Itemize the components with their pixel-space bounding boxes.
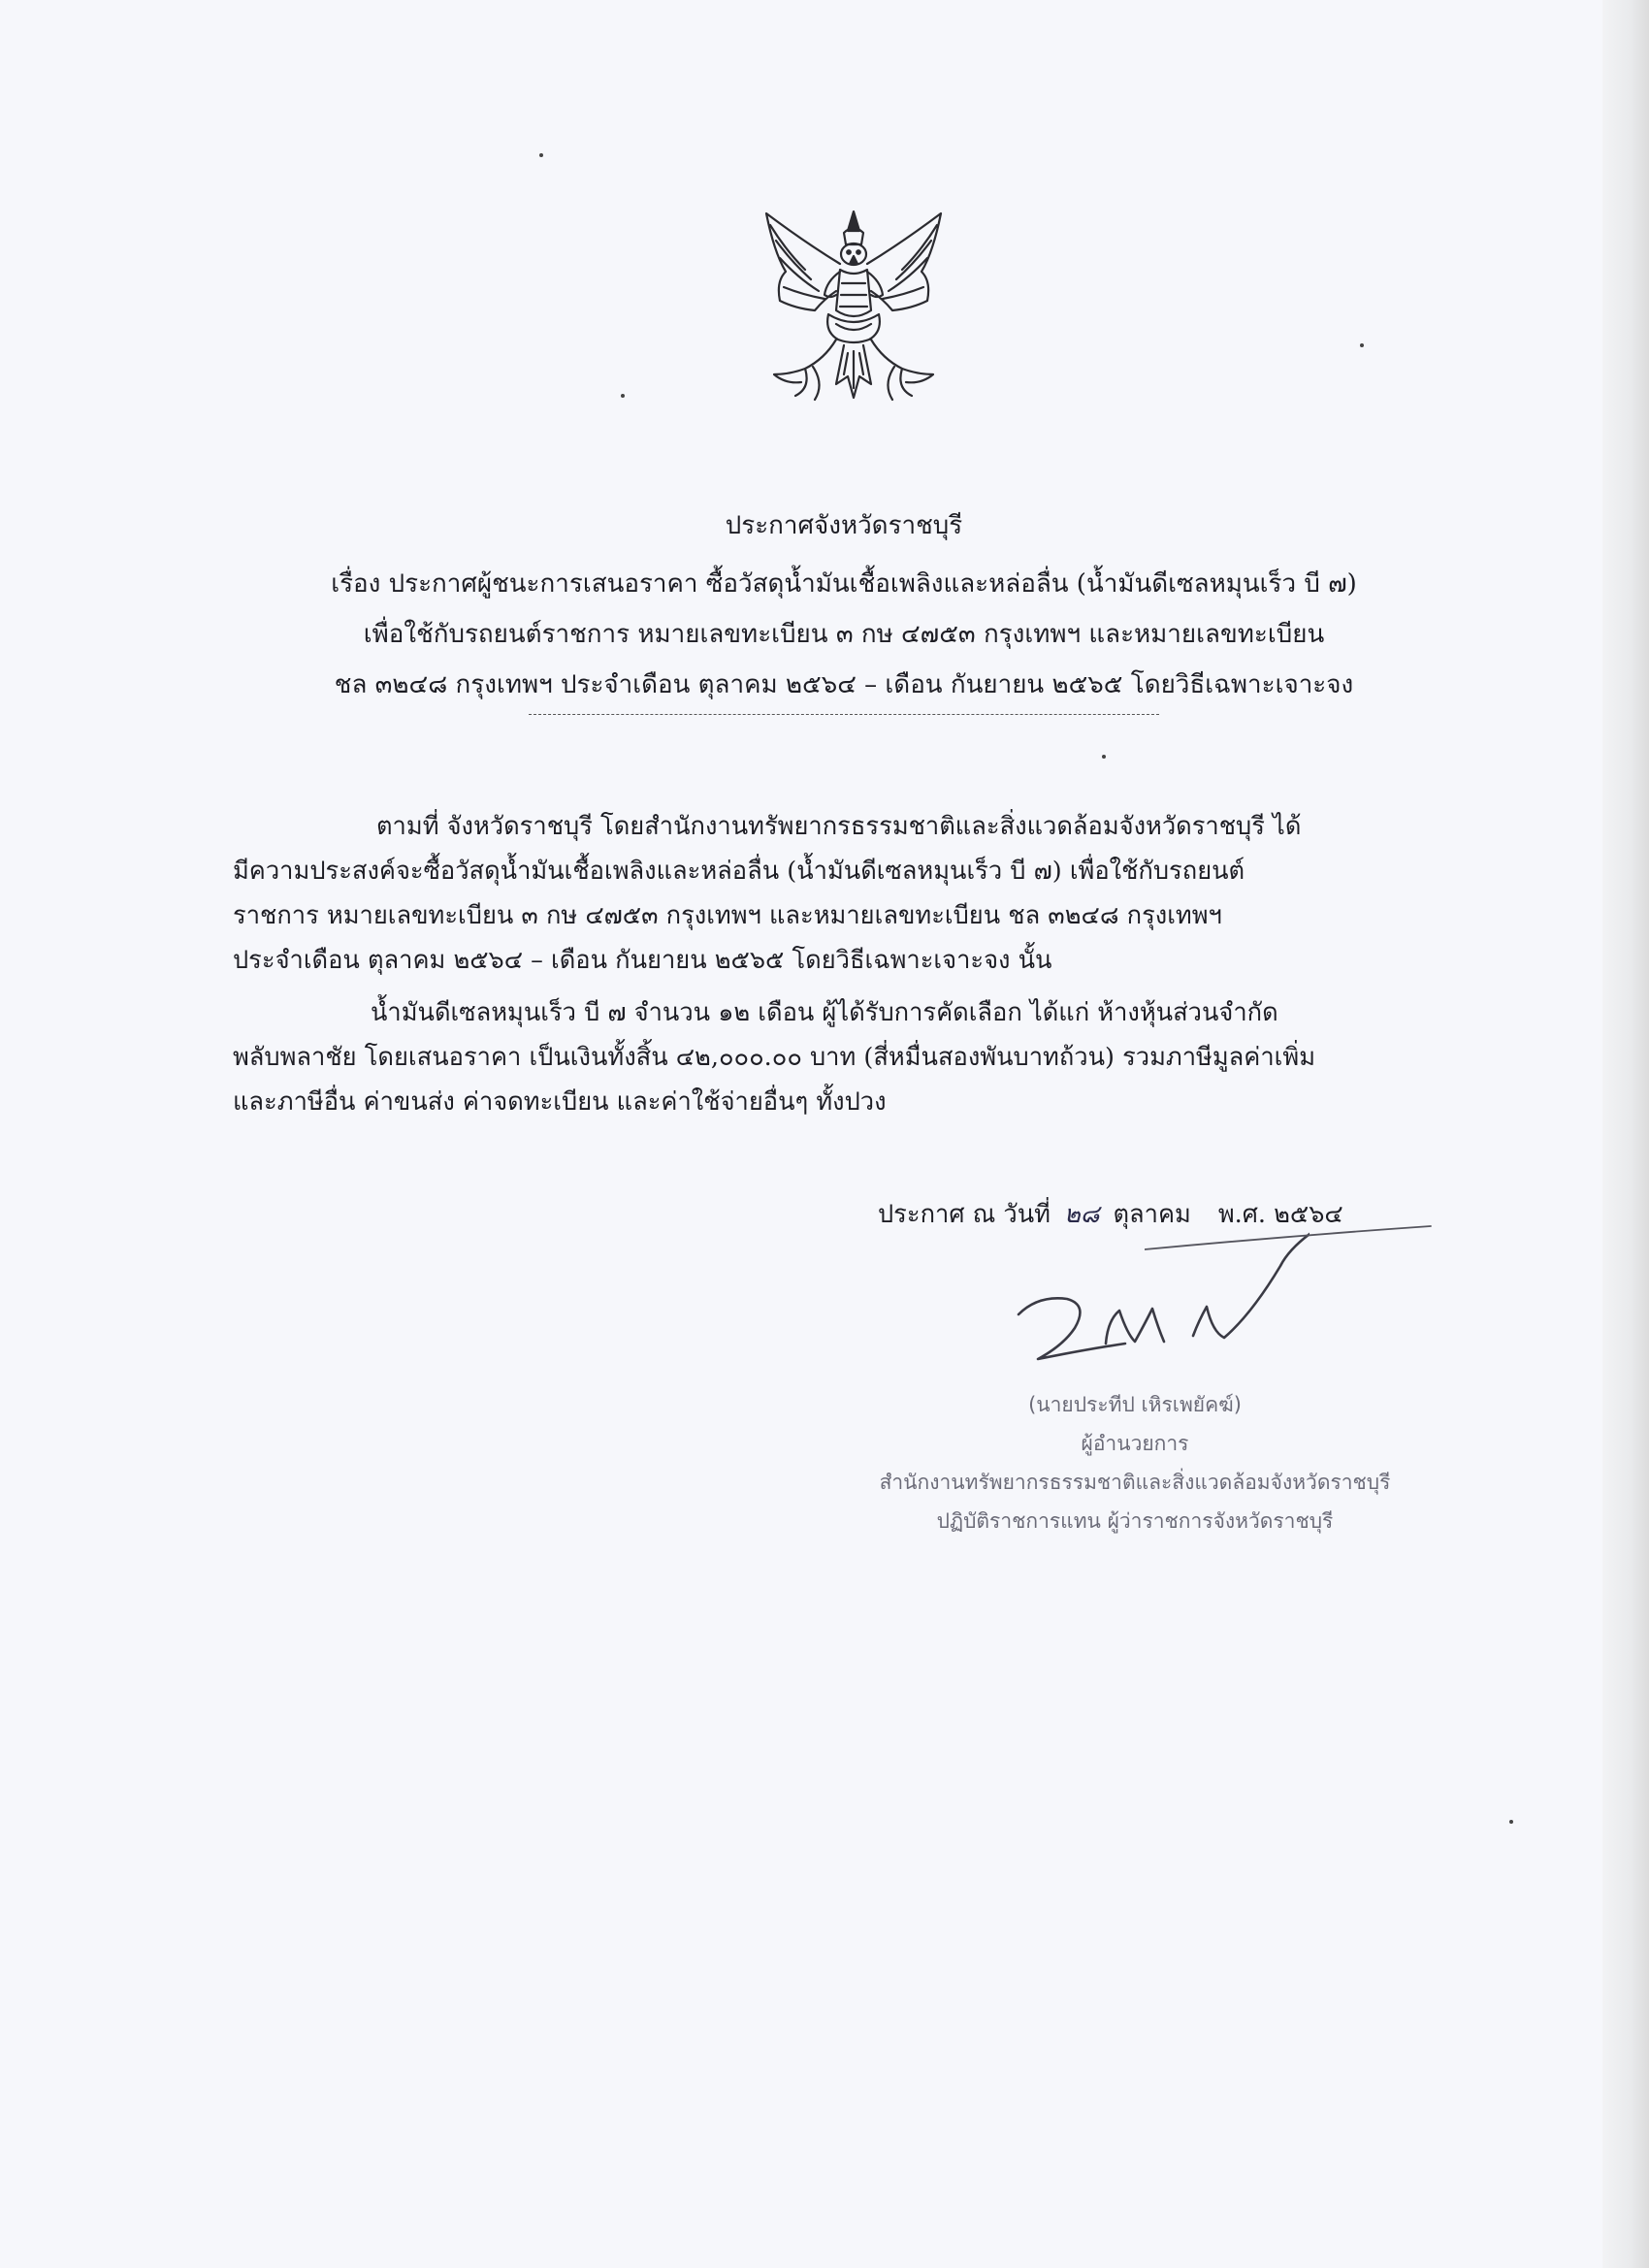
signatory-acting: ปฏิบัติราชการแทน ผู้ว่าราชการจังหวัดราชบุรี <box>936 1509 1334 1533</box>
scan-speck <box>539 153 543 157</box>
date-year: พ.ศ. ๒๕๖๔ <box>1217 1200 1343 1229</box>
garuda-emblem-icon <box>747 194 960 417</box>
handwritten-day: ๒๘ <box>1063 1200 1100 1229</box>
paragraph-2-line-2: พลับพลาชัย โดยเสนอราคา เป็นเงินทั้งสิ้น ๔๒,๐๐๐.๐๐ บาท (สี่หมื่นสองพันบาทถ้วน) รวมภาษีมูลค่าเพิ่ม <box>233 1043 1316 1072</box>
announcement-title: ประกาศจังหวัดราชบุรี <box>725 511 963 540</box>
paragraph-1-line-1: ตามที่ จังหวัดราชบุรี โดยสำนักงานทรัพยากรธรรมชาติและสิ่งแวดล้อมจังหวัดราชบุรี ได้ <box>376 812 1302 841</box>
scan-speck <box>1509 1820 1513 1824</box>
signature-line <box>1145 1224 1436 1253</box>
subject-line-1: เรื่อง ประกาศผู้ชนะการเสนอราคา ซื้อวัสดุน้ำมันเชื้อเพลิงและหล่อลื่น (น้ำมันดีเซลหมุนเร็ว บี ๗) <box>331 569 1357 599</box>
subject-line-3: ชล ๓๒๔๘ กรุงเทพฯ ประจำเดือน ตุลาคม ๒๕๖๔ – เดือน กันยายน ๒๕๖๕ โดยวิธีเฉพาะเจาะจง <box>334 670 1354 699</box>
scan-speck <box>1360 343 1364 347</box>
signatory-block <box>776 1385 1494 1540</box>
divider <box>529 714 1159 715</box>
signatory-name: (นายประทีป เหิรเพยัคฆ์) <box>1028 1393 1242 1416</box>
scan-edge <box>1602 0 1649 2268</box>
signatory-office: สำนักงานทรัพยากรธรรมชาติและสิ่งแวดล้อมจังหวัดราชบุรี <box>879 1471 1391 1494</box>
paragraph-1-line-3: ราชการ หมายเลขทะเบียน ๓ กษ ๔๗๕๓ กรุงเทพฯ และหมายเลขทะเบียน ชล ๓๒๔๘ กรุงเทพฯ <box>233 901 1222 930</box>
scan-speck <box>621 394 625 398</box>
date-month: ตุลาคม <box>1113 1200 1191 1229</box>
signatory-position: ผู้อำนวยการ <box>1081 1432 1189 1455</box>
subject-line-2: เพื่อใช้กับรถยนต์ราชการ หมายเลขทะเบียน ๓ กษ ๔๗๕๓ กรุงเทพฯ และหมายเลขทะเบียน <box>363 620 1325 649</box>
paragraph-1-line-4: ประจำเดือน ตุลาคม ๒๕๖๔ – เดือน กันยายน ๒๕๖๕ โดยวิธีเฉพาะเจาะจง นั้น <box>233 946 1052 975</box>
paragraph-1-line-2: มีความประสงค์จะซื้อวัสดุน้ำมันเชื้อเพลิงและหล่อลื่น (น้ำมันดีเซลหมุนเร็ว บี ๗) เพื่อใช้กับรถยนต์ <box>233 857 1245 886</box>
scan-speck <box>1102 755 1106 759</box>
paragraph-2-line-3: และภาษีอื่น ค่าขนส่ง ค่าจดทะเบียน และค่าใช้จ่ายอื่นๆ ทั้งปวง <box>233 1087 887 1117</box>
date-prefix: ประกาศ ณ วันที่ <box>878 1200 1051 1229</box>
paragraph-2-line-1: น้ำมันดีเซลหมุนเร็ว บี ๗ จำนวน ๑๒ เดือน ผู้ได้รับการคัดเลือก ได้แก่ ห้างหุ้นส่วนจำกัด <box>371 998 1278 1027</box>
